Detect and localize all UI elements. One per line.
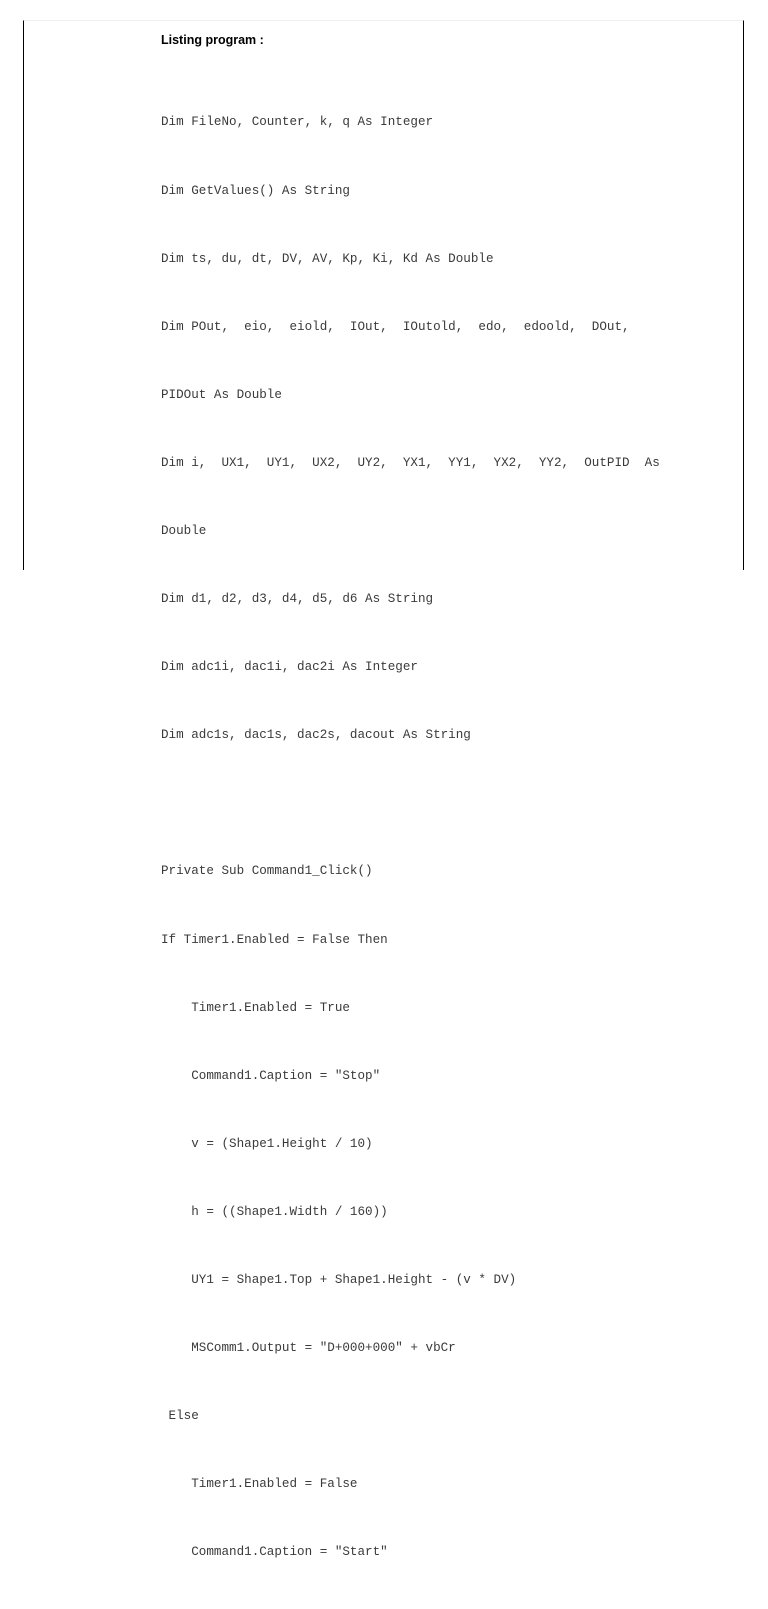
code-line: v = (Shape1.Height / 10) xyxy=(161,1136,373,1151)
code-line: Command1.Caption = "Stop" xyxy=(161,1068,381,1083)
listing-heading: Listing program : xyxy=(161,33,264,47)
code-line: MSComm1.Output = "D+000+000" + vbCr xyxy=(161,1341,456,1356)
code-line: Dim FileNo, Counter, k, q As Integer xyxy=(161,115,434,130)
code-listing xyxy=(161,66,660,1609)
code-line: Dim d1, d2, d3, d4, d5, d6 As String xyxy=(161,592,434,607)
code-line: Dim adc1s, dac1s, dac2s, dacout As String xyxy=(161,728,471,743)
code-line: h = ((Shape1.Width / 160)) xyxy=(161,1204,388,1219)
code-line: Dim ts, du, dt, DV, AV, Kp, Ki, Kd As Double xyxy=(161,251,494,266)
document-page xyxy=(23,20,744,1560)
code-line: Else xyxy=(161,1409,199,1424)
code-line: Timer1.Enabled = True xyxy=(161,1000,350,1015)
code-line: Command1.Caption = "Start" xyxy=(161,1545,388,1560)
code-line: Dim GetValues() As String xyxy=(161,183,350,198)
code-line: PIDOut As Double xyxy=(161,387,282,402)
code-line xyxy=(161,792,660,815)
code-line: Double xyxy=(161,523,207,538)
code-line: Timer1.Enabled = False xyxy=(161,1477,358,1492)
code-line: Dim adc1i, dac1i, dac2i As Integer xyxy=(161,660,418,675)
code-line: If Timer1.Enabled = False Then xyxy=(161,932,388,947)
code-line: Dim i, UX1, UY1, UX2, UY2, YX1, YY1, YX2, YY2, OutPID As xyxy=(161,455,660,470)
code-line: Private Sub Command1_Click() xyxy=(161,864,373,879)
code-line: Dim POut, eio, eiold, IOut, IOutold, edo, edoold, DOut, xyxy=(161,319,630,334)
code-line: UY1 = Shape1.Top + Shape1.Height - (v * DV) xyxy=(161,1273,517,1287)
